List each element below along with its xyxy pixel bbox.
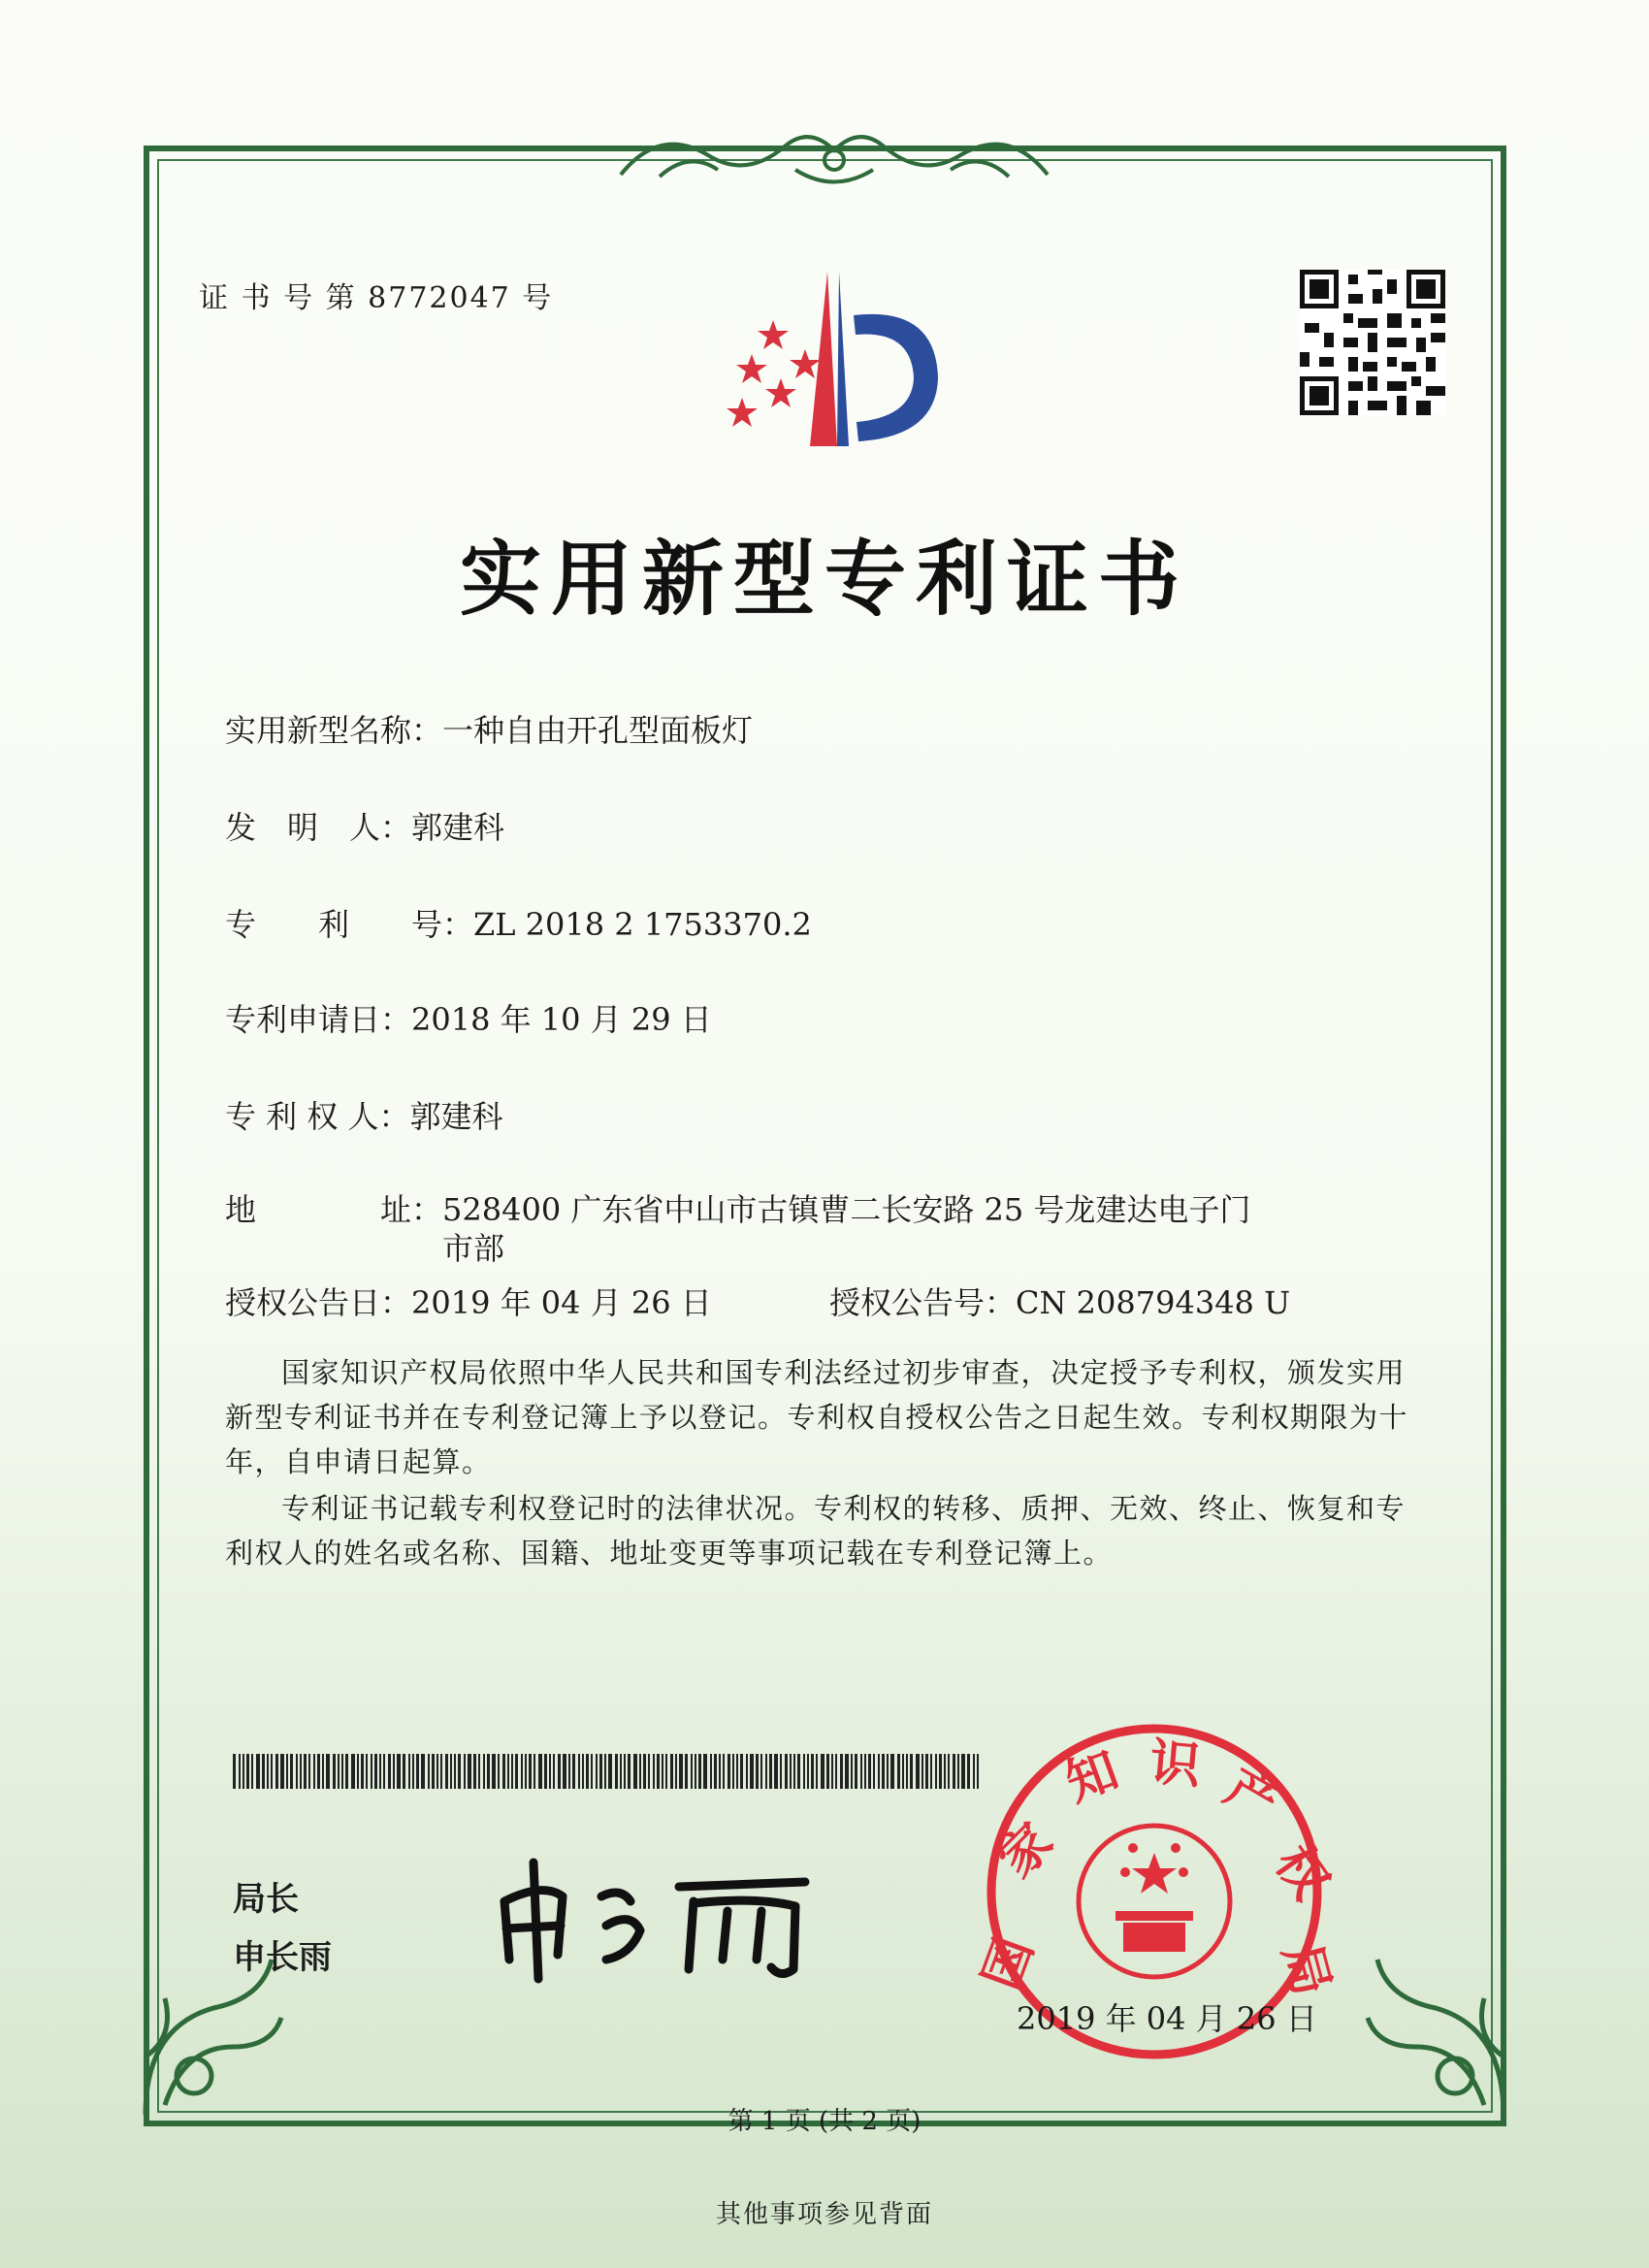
- grant-number-label: 授权公告号：: [829, 1284, 1017, 1321]
- svg-text:权: 权: [1263, 1834, 1341, 1910]
- qr-code-icon: [1300, 270, 1445, 415]
- address-label: 地 址：: [225, 1191, 443, 1228]
- patent-number-label: 专 利 号：: [225, 906, 474, 943]
- patent-number-row: [225, 900, 812, 945]
- svg-text:家: 家: [987, 1812, 1065, 1890]
- svg-text:产: 产: [1214, 1758, 1289, 1834]
- grant-date-label: 授权公告日：: [225, 1284, 412, 1321]
- director-title: 局长: [233, 1880, 299, 1919]
- patentee-label: 专 利 权 人：: [225, 1098, 410, 1135]
- model-name-row: [225, 706, 753, 751]
- inventor-row: [225, 803, 504, 848]
- inventor-value: 郭建科: [411, 809, 505, 846]
- svg-text:识: 识: [1147, 1733, 1204, 1797]
- page-indicator: 第 1 页 (共 2 页): [728, 2107, 922, 2136]
- model-name-label: 实用新型名称：: [225, 712, 443, 749]
- patent-office-emblem-icon: [713, 262, 965, 456]
- barcode-icon: [233, 1754, 980, 1789]
- certificate-number: 证 书 号 第 8772047 号: [199, 281, 554, 315]
- filing-date-value: 2018 年 10 月 29 日: [411, 1001, 712, 1038]
- svg-text:知: 知: [1058, 1740, 1126, 1814]
- patent-number-value: ZL 2018 2 1753370.2: [473, 906, 812, 943]
- grant-date-value: 2019 年 04 月 26 日: [411, 1284, 712, 1321]
- address-line1: 528400 广东省中山市古镇曹二长安路 25 号龙建达电子门: [442, 1191, 1251, 1228]
- inventor-label: 发 明 人：: [225, 809, 412, 846]
- seal-date: 2019 年 04 月 26 日: [1017, 2000, 1317, 2037]
- model-name-value: 一种自由开孔型面板灯: [442, 712, 754, 749]
- director-signature-icon: [485, 1843, 834, 1989]
- grant-number-value: CN 208794348 U: [1016, 1284, 1291, 1321]
- svg-text:局: 局: [1271, 1937, 1342, 2002]
- grant-number-row: [829, 1279, 1290, 1323]
- statement-paragraph-2: 专利证书记载专利权登记时的法律状况。专利权的转移、质押、无效、终止、恢复和专利权人的姓名或名称、国籍、地址变更等事项记载在专利登记簿上。: [225, 1492, 1406, 1570]
- statement-paragraph-1: 国家知识产权局依照中华人民共和国专利法经过初步审查，决定授予专利权，颁发实用新型专利证书并在专利登记簿上予以登记。专利权自授权公告之日起生效。专利权期限为十年，自申请日起算。: [225, 1356, 1409, 1478]
- address-row: [225, 1185, 1250, 1230]
- footer-note: 其他事项参见背面: [715, 2200, 933, 2229]
- certificate-title: 实用新型专利证书: [459, 532, 1189, 627]
- filing-date-row: [225, 995, 712, 1040]
- patentee-value: 郭建科: [409, 1098, 503, 1135]
- address-line2: 市部: [442, 1230, 505, 1267]
- svg-text:国: 国: [972, 1929, 1046, 1997]
- director-name: 申长雨: [233, 1938, 332, 1977]
- filing-date-label: 专利申请日：: [225, 1001, 412, 1038]
- patentee-row: [225, 1092, 503, 1137]
- grant-date-row: [225, 1279, 712, 1323]
- top-ornament-icon: [601, 116, 1067, 194]
